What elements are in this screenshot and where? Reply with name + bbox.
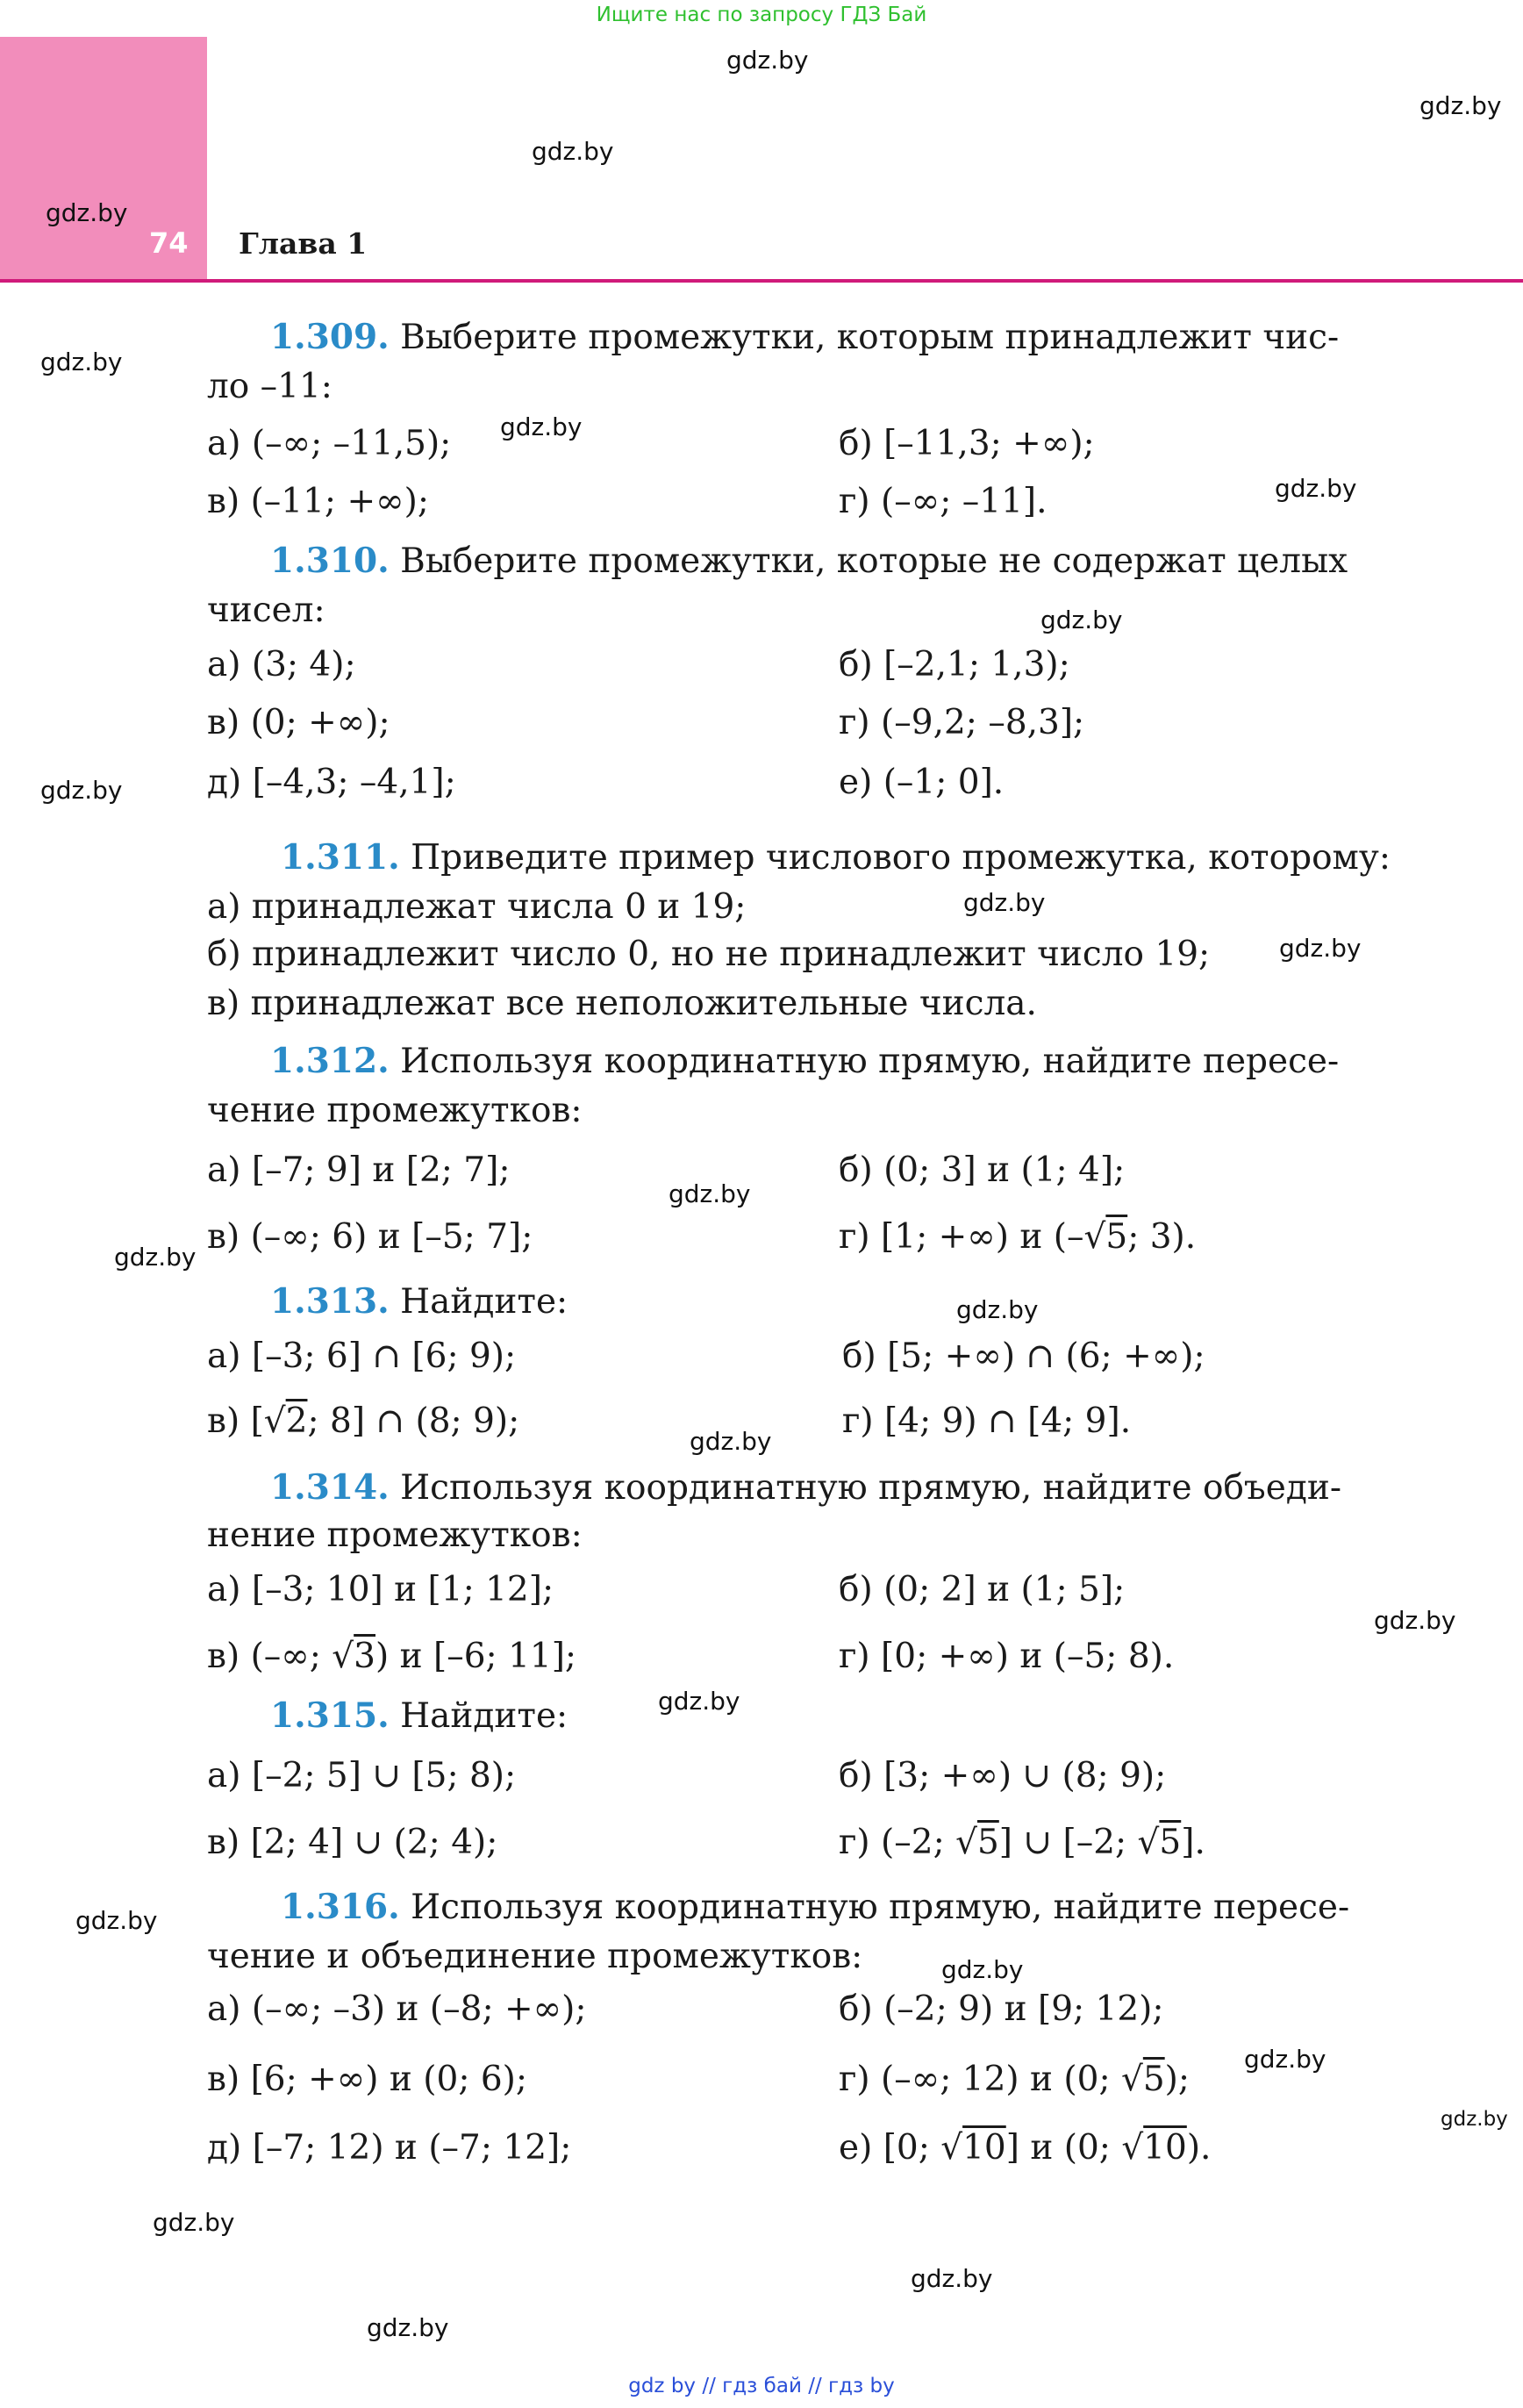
option-d: д) [–7; 12) и (–7; 12]; xyxy=(207,2128,572,2168)
option-b: б) (–2; 9) и [9; 12); xyxy=(839,1989,1164,2029)
problem-number: 1.313. xyxy=(270,1281,390,1322)
option-b: б) [3; +∞) ∪ (8; 9); xyxy=(839,1756,1167,1795)
problem-number: 1.312. xyxy=(270,1041,390,1081)
option-b: б) принадлежит число 0, но не принадлежит число 19; xyxy=(207,935,1211,974)
option-v: в) принадлежат все неположительные числа. xyxy=(207,984,1037,1023)
option-a: а) [–7; 9] и [2; 7]; xyxy=(207,1150,511,1190)
option-g: г) [0; +∞) и (–5; 8). xyxy=(839,1637,1175,1676)
watermark: gdz.by xyxy=(114,1243,197,1272)
option-b: б) [–2,1; 1,3); xyxy=(839,645,1070,684)
option-b: б) [–11,3; +∞); xyxy=(839,424,1095,463)
watermark: gdz.by xyxy=(669,1179,751,1208)
problem-statement: Используя координатную прямую, найдите объеди- xyxy=(400,1468,1342,1508)
option-e: е) (–1; 0]. xyxy=(839,763,1005,802)
watermark: gdz.by xyxy=(75,1906,158,1935)
option-v: в) (–∞; √3) и [–6; 11]; xyxy=(207,1637,577,1676)
option-b: б) (0; 3] и (1; 4]; xyxy=(839,1150,1126,1190)
top-banner[interactable]: Ищите нас по запросу ГДЗ Бай xyxy=(596,4,927,26)
watermark: gdz.by xyxy=(726,46,809,75)
problem-1-316-text xyxy=(281,1887,1350,1927)
problem-number: 1.311. xyxy=(281,837,400,878)
problem-1-312-text-cont: чение промежутков: xyxy=(207,1091,583,1130)
watermark: gdz.by xyxy=(911,2264,993,2293)
option-v: в) (–∞; 6) и [–5; 7]; xyxy=(207,1217,533,1257)
watermark: gdz.by xyxy=(1419,91,1502,120)
watermark: gdz.by xyxy=(367,2313,449,2342)
option-a: а) (3; 4); xyxy=(207,645,356,684)
option-a: а) принадлежат числа 0 и 19; xyxy=(207,887,747,927)
watermark: gdz.by xyxy=(46,198,128,227)
option-d: д) [–4,3; –4,1]; xyxy=(207,763,456,802)
option-v: в) [6; +∞) и (0; 6); xyxy=(207,2060,528,2099)
problem-1-312-text xyxy=(270,1041,1340,1081)
watermark: gdz.by xyxy=(690,1427,772,1456)
watermark: gdz.by xyxy=(1279,934,1362,963)
problem-1-314-text xyxy=(270,1467,1342,1508)
option-b: б) (0; 2] и (1; 5]; xyxy=(839,1570,1126,1609)
problem-number: 1.314. xyxy=(270,1467,390,1508)
option-g: г) (–∞; –11]. xyxy=(839,482,1048,521)
watermark: gdz.by xyxy=(40,776,123,805)
watermark: gdz.by xyxy=(153,2208,235,2237)
option-a: а) [–3; 10] и [1; 12]; xyxy=(207,1570,554,1609)
option-v: в) (0; +∞); xyxy=(207,703,390,742)
option-g: г) [4; 9) ∩ [4; 9]. xyxy=(842,1401,1132,1441)
problem-1-316-text-cont: чение и объединение промежутков: xyxy=(207,1937,863,1976)
watermark: gdz.by xyxy=(1441,2108,1508,2131)
watermark: gdz.by xyxy=(500,412,583,441)
watermark: gdz.by xyxy=(1040,606,1123,634)
option-g: г) [1; +∞) и (–√5; 3). xyxy=(839,1217,1197,1257)
problem-1-310-text-cont: чисел: xyxy=(207,591,325,630)
option-g: г) (–∞; 12) и (0; √5); xyxy=(839,2060,1191,2099)
option-v: в) (–11; +∞); xyxy=(207,482,429,521)
problem-statement: Найдите: xyxy=(400,1696,568,1736)
option-b: б) [5; +∞) ∩ (6; +∞); xyxy=(842,1337,1205,1376)
watermark: gdz.by xyxy=(956,1295,1039,1324)
watermark: gdz.by xyxy=(658,1687,740,1716)
option-g: г) (–9,2; –8,3]; xyxy=(839,703,1085,742)
option-g: г) (–2; √5] ∪ [–2; √5]. xyxy=(839,1823,1205,1862)
problem-statement: Приведите пример числового промежутка, которому: xyxy=(411,838,1391,878)
problem-1-310-text xyxy=(270,541,1348,581)
watermark: gdz.by xyxy=(941,1955,1024,1984)
problem-statement: Используя координатную прямую, найдите пересе- xyxy=(411,1888,1350,1927)
watermark: gdz.by xyxy=(40,348,123,376)
problem-statement: Используя координатную прямую, найдите пересе- xyxy=(400,1042,1340,1081)
problem-1-313-text xyxy=(270,1281,568,1322)
problem-1-315-text xyxy=(270,1695,568,1736)
chapter-title: Глава 1 xyxy=(239,226,368,261)
problem-1-309-text xyxy=(270,317,1340,357)
problem-number: 1.315. xyxy=(270,1695,390,1736)
page-number: 74 xyxy=(149,226,189,260)
footer-links[interactable]: gdz by // гдз бай // гдз by xyxy=(628,2375,895,2397)
watermark: gdz.by xyxy=(1374,1606,1456,1635)
header-rule xyxy=(0,279,1523,283)
problem-1-309-text-cont: ло –11: xyxy=(207,367,332,406)
option-a: а) [–3; 6] ∩ [6; 9); xyxy=(207,1337,517,1376)
problem-1-314-text-cont: нение промежутков: xyxy=(207,1516,583,1555)
option-v: в) [2; 4] ∪ (2; 4); xyxy=(207,1823,498,1862)
watermark: gdz.by xyxy=(532,137,614,166)
problem-statement: Найдите: xyxy=(400,1282,568,1322)
problem-statement: Выберите промежутки, которые не содержат целых xyxy=(400,541,1348,581)
problem-statement: Выберите промежутки, которым принадлежит чис- xyxy=(400,318,1340,357)
problem-number: 1.310. xyxy=(270,541,390,581)
option-a: а) (–∞; –3) и (–8; +∞); xyxy=(207,1989,587,2029)
problem-number: 1.316. xyxy=(281,1887,400,1927)
option-a: а) (–∞; –11,5); xyxy=(207,424,452,463)
option-v: в) [√2; 8] ∩ (8; 9); xyxy=(207,1401,520,1441)
watermark: gdz.by xyxy=(1275,474,1357,503)
problem-number: 1.309. xyxy=(270,317,390,357)
problem-1-311-text xyxy=(281,837,1391,878)
watermark: gdz.by xyxy=(963,888,1046,917)
option-e: е) [0; √10] и (0; √10). xyxy=(839,2128,1212,2168)
watermark: gdz.by xyxy=(1244,2045,1326,2074)
option-a: а) [–2; 5] ∪ [5; 8); xyxy=(207,1756,517,1795)
